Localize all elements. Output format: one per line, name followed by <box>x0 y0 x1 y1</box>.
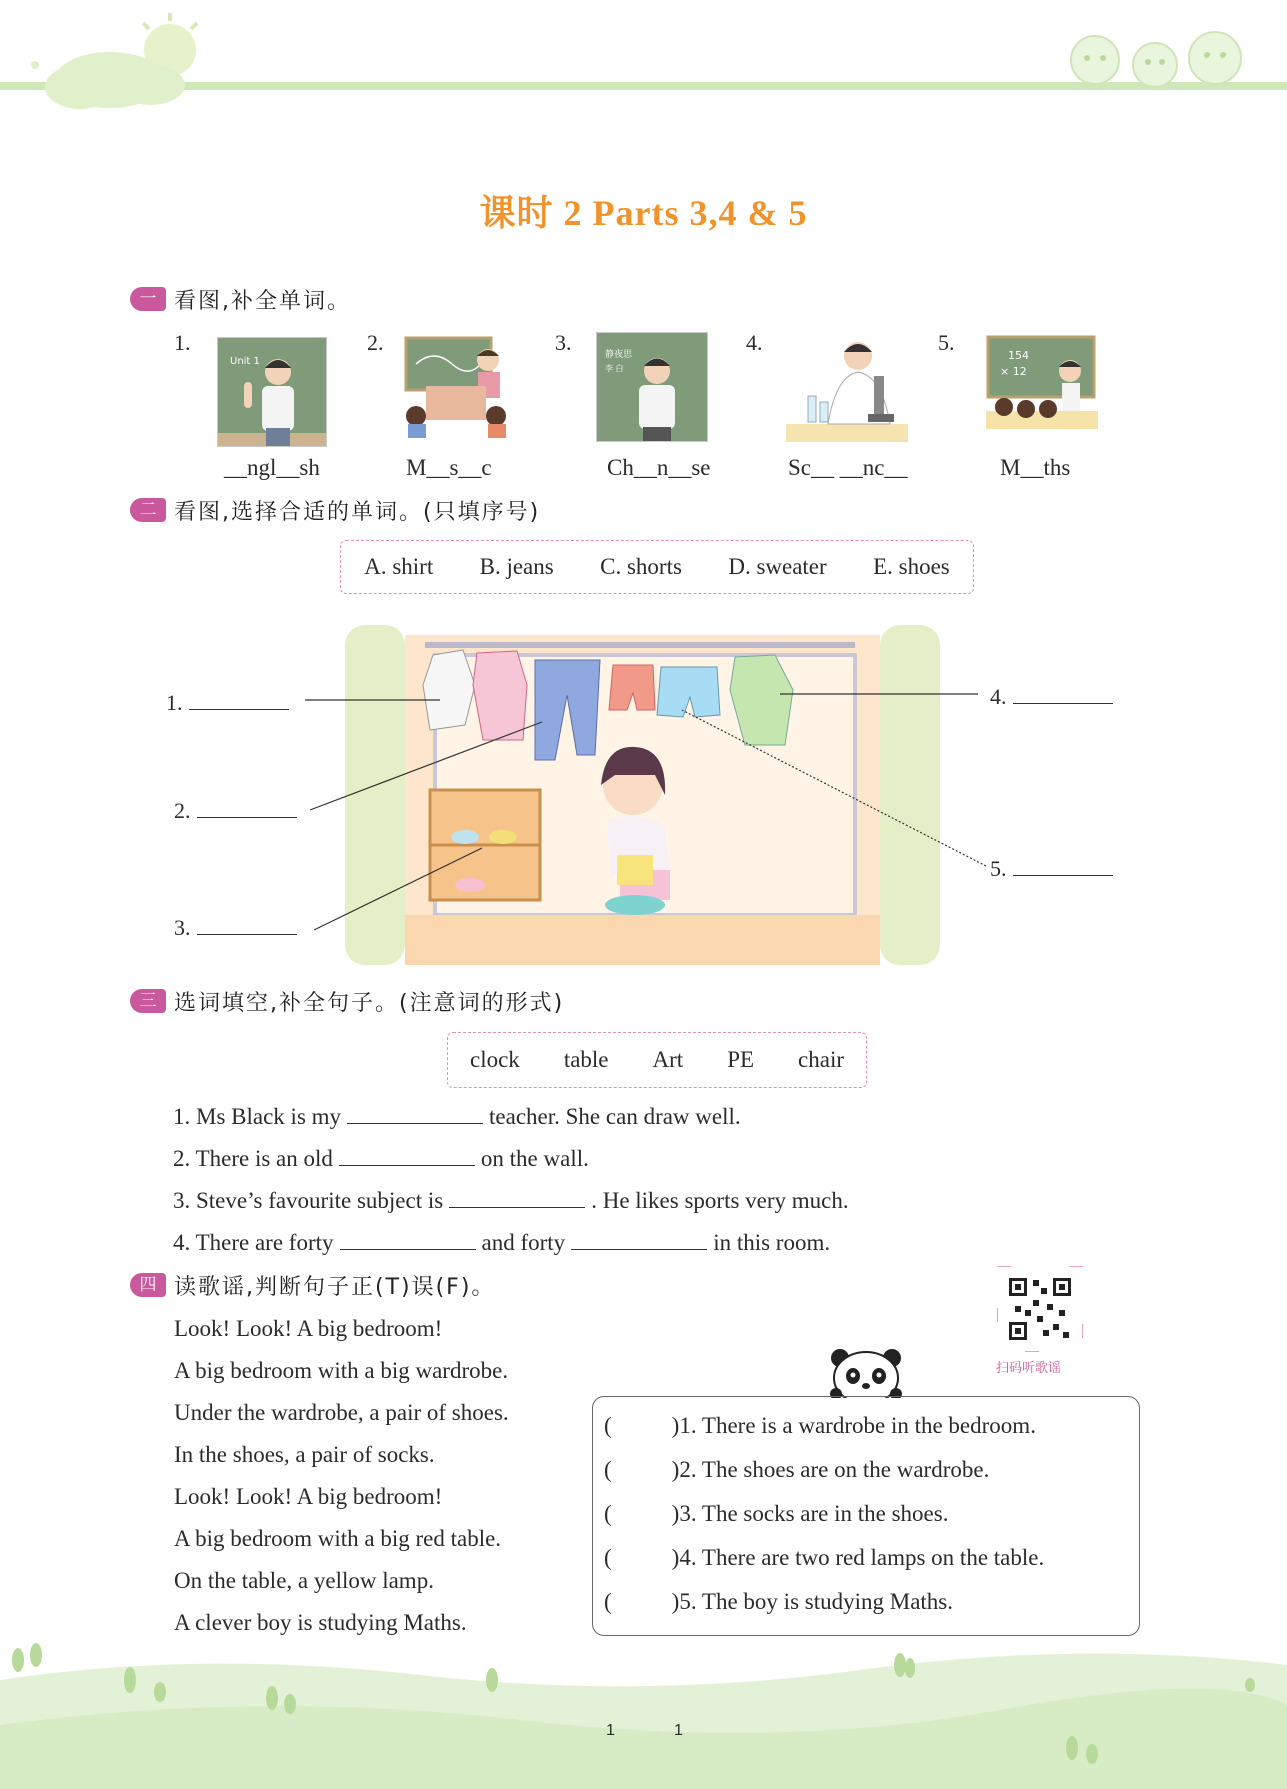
item-number: 4. <box>746 330 763 355</box>
item-number: 3. <box>555 330 572 355</box>
page-number-left: 1 <box>606 1722 615 1739</box>
clothes-label-5: 5. <box>990 856 1113 882</box>
page-title: 课时 2 Parts 3,4 & 5 <box>479 193 808 233</box>
section-heading: 看图,补全单词。 <box>174 288 351 314</box>
word-blank-english: __ngl__sh <box>224 455 320 480</box>
word-blank-science: Sc__ __nc__ <box>788 455 908 480</box>
item-number: 1. <box>174 330 191 355</box>
section-4-header <box>130 1270 495 1300</box>
poem-line: On the table, a yellow lamp. <box>174 1568 434 1593</box>
option-shorts: C. shorts <box>600 554 682 579</box>
clothes-label-2: 2. <box>174 798 297 824</box>
svg-text:154: 154 <box>1008 349 1029 362</box>
option-jeans: B. jeans <box>479 554 554 579</box>
option-shoes: E. shoes <box>873 554 950 579</box>
sentence-3: 3. Steve’s favourite subject is . He likes sports very much. <box>173 1188 849 1213</box>
poem-line: A big bedroom with a big wardrobe. <box>174 1358 509 1383</box>
option-sweater: D. sweater <box>728 554 827 579</box>
svg-text:× 12: × 12 <box>1000 365 1027 378</box>
qr-caption: 扫码听歌谣 <box>996 1361 1062 1376</box>
sentence-2: 2. There is an old on the wall. <box>173 1146 589 1171</box>
statement-3: ( )3. The socks are in the shoes. <box>604 1501 949 1526</box>
item-number: 5. <box>938 330 955 355</box>
section-badge: 一 <box>130 287 166 311</box>
statement-5: ( )5. The boy is studying Maths. <box>604 1589 954 1614</box>
word-table: table <box>563 1047 609 1072</box>
svg-text:Unit 1: Unit 1 <box>230 356 260 367</box>
section-3-header <box>130 986 564 1016</box>
answer-blank[interactable] <box>339 1147 475 1166</box>
svg-text:静夜思: 静夜思 <box>605 350 633 360</box>
word-chair: chair <box>798 1047 844 1072</box>
word-art: Art <box>652 1047 684 1072</box>
section-heading: 看图,选择合适的单词。(只填序号) <box>174 499 541 525</box>
section-heading: 读歌谣,判断句子正(T)误(F)。 <box>174 1274 496 1300</box>
poem-line: A big bedroom with a big red table. <box>174 1526 502 1551</box>
clothes-label-4: 4. <box>990 684 1113 710</box>
clothes-label-3: 3. <box>174 915 297 941</box>
page-number-right: 1 <box>674 1722 683 1739</box>
clothes-label-1: 1. <box>166 690 289 716</box>
sentence-1: 1. Ms Black is my teacher. She can draw well. <box>173 1104 741 1129</box>
poem-line: In the shoes, a pair of socks. <box>174 1442 435 1467</box>
svg-text:李 白: 李 白 <box>605 364 624 373</box>
answer-blank[interactable] <box>571 1231 707 1250</box>
section-badge: 四 <box>130 1273 166 1297</box>
statement-1: ( )1. There is a wardrobe in the bedroom. <box>604 1413 1036 1438</box>
panda-icon <box>826 1346 906 1398</box>
sentence-4: 4. There are forty and forty in this room. <box>173 1230 831 1255</box>
option-shirt: A. shirt <box>364 554 434 579</box>
word-blank-music: M__s__c <box>406 455 492 480</box>
section-badge: 二 <box>130 498 166 522</box>
item-number: 2. <box>367 330 384 355</box>
word-blank-maths: M__ths <box>1000 455 1071 480</box>
qr-code-icon[interactable] <box>997 1266 1083 1352</box>
section-badge: 三 <box>130 989 166 1013</box>
poem-line: Look! Look! A big bedroom! <box>174 1316 443 1341</box>
word-blank-chinese: Ch__n__se <box>607 455 711 480</box>
poem-line: A clever boy is studying Maths. <box>174 1610 467 1635</box>
word-clock: clock <box>470 1047 520 1072</box>
statement-4: ( )4. There are two red lamps on the table. <box>604 1545 1045 1570</box>
poem-line: Under the wardrobe, a pair of shoes. <box>174 1400 509 1425</box>
answer-blank[interactable] <box>347 1105 483 1124</box>
word-bank-box <box>447 1032 867 1088</box>
answer-blank[interactable] <box>340 1231 476 1250</box>
poem-line: Look! Look! A big bedroom! <box>174 1484 443 1509</box>
section-heading: 选词填空,补全句子。(注意词的形式) <box>174 990 565 1016</box>
statement-2: ( )2. The shoes are on the wardrobe. <box>604 1457 990 1482</box>
answer-blank[interactable] <box>449 1189 585 1208</box>
word-pe: PE <box>727 1047 755 1072</box>
grass-hills-decoration <box>0 1630 1287 1789</box>
